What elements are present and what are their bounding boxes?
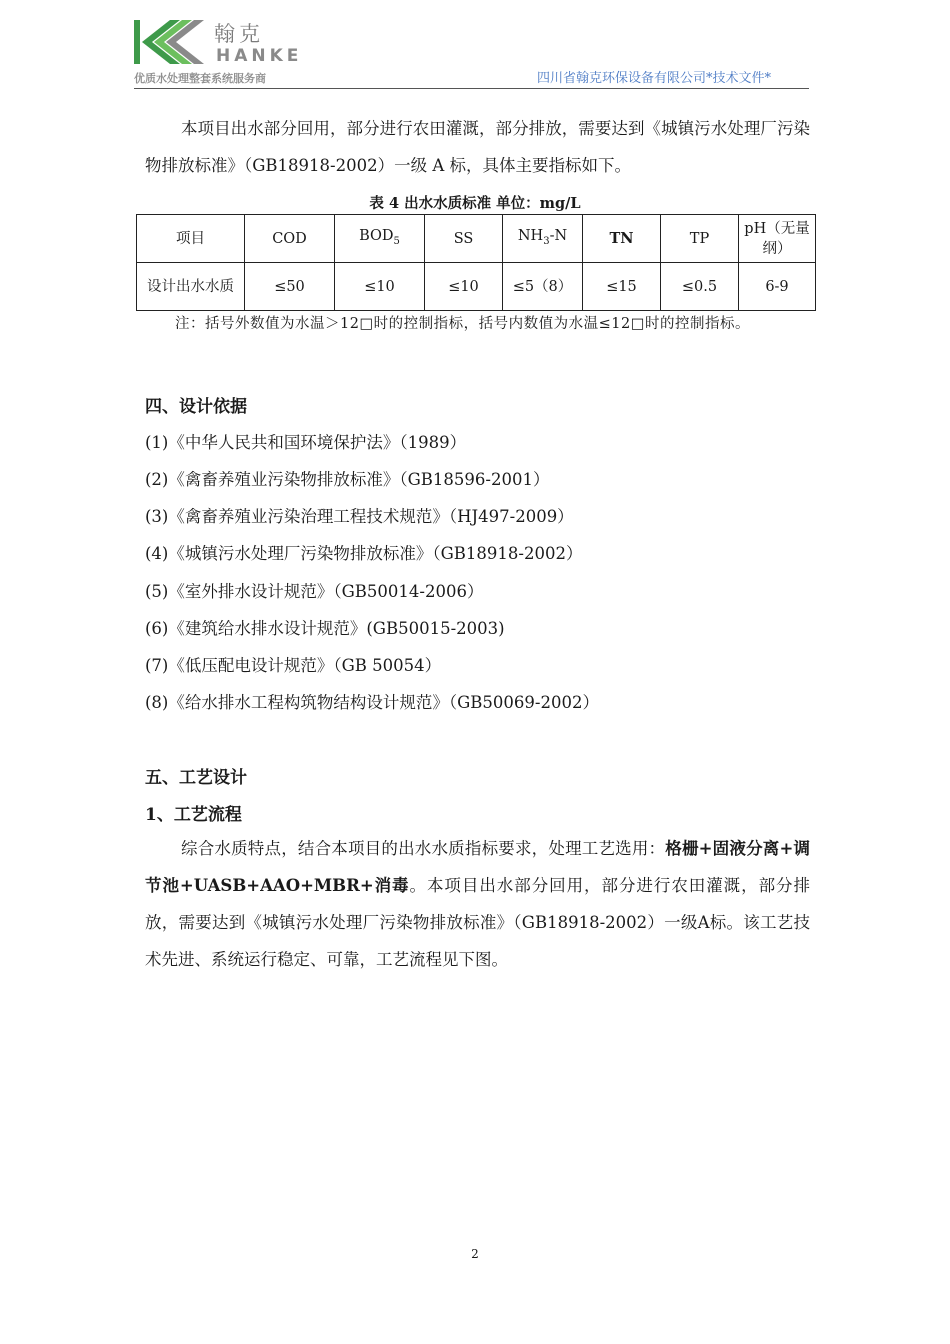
- value-cell: ≤0.5: [661, 263, 739, 311]
- header-cell-bod: $BOD_5$: [335, 215, 425, 263]
- logo-english-name: HANKE: [216, 46, 303, 66]
- header-cell-tn: TN: [583, 215, 661, 263]
- section-heading-design-basis: 四、设计依据: [145, 397, 247, 417]
- reference-item: (2)《禽畜养殖业污染物排放标准》（GB18596-2001）: [145, 470, 550, 489]
- header-divider: [134, 88, 809, 89]
- table-note: 注：括号外数值为水温＞12□时的控制指标，括号内数值为水温≤12□时的控制指标。: [175, 316, 750, 332]
- header-cell-cod: COD: [245, 215, 335, 263]
- process-chain: 格栅+固液分离+调节池+UASB+AAO+MBR+消毒: [145, 839, 811, 895]
- section-heading-process-design: 五、工艺设计: [145, 768, 247, 788]
- hanke-logo-icon: [134, 18, 212, 66]
- page-number: 2: [471, 1247, 479, 1261]
- value-cell: ≤10: [335, 263, 425, 311]
- reference-item: (8)《给水排水工程构筑物结构设计规范》（GB50069-2002）: [145, 693, 599, 712]
- header-cell-ss: SS: [425, 215, 503, 263]
- header-cell-item: 项目: [137, 215, 245, 263]
- row-label-cell: 设计出水水质: [137, 263, 245, 311]
- document-label: 四川省翰克环保设备有限公司*技术文件*: [537, 71, 772, 86]
- value-cell: ≤10: [425, 263, 503, 311]
- water-quality-table: [136, 214, 816, 311]
- reference-item: (6)《建筑给水排水设计规范》(GB50015-2003): [145, 619, 505, 638]
- header-cell-tp: TP: [661, 215, 739, 263]
- process-text-rest: 。本项目出水部分回用，部分进行农田灌溉，部分排放，需要达到《城镇污水处理厂污染物排放标准》（GB18918-2002）一级A标。该工艺技术先进、系统运行稳定、可靠，工艺流程见下图。: [145, 876, 810, 969]
- process-paragraph: [145, 830, 810, 978]
- logo-slogan: 优质水处理整套系统服务商: [134, 72, 266, 85]
- reference-item: (5)《室外排水设计规范》（GB50014-2006）: [145, 582, 484, 601]
- header-cell-nh3n: $NH_3-N$: [503, 215, 583, 263]
- reference-item: (1)《中华人民共和国环境保护法》（1989）: [145, 433, 467, 452]
- subsection-heading-process-flow: 1、工艺流程: [145, 805, 242, 825]
- value-cell: ≤50: [245, 263, 335, 311]
- value-cell: 6-9: [739, 263, 816, 311]
- reference-item: (7)《低压配电设计规范》（GB 50054）: [145, 656, 442, 675]
- value-cell: ≤5（8）: [503, 263, 583, 311]
- logo-chinese-name: 翰克: [214, 22, 264, 46]
- reference-item: (4)《城镇污水处理厂污染物排放标准》（GB18918-2002）: [145, 544, 583, 563]
- table-caption: 表 4 出水水质标准 单位：mg/L: [369, 195, 581, 212]
- value-cell: ≤15: [583, 263, 661, 311]
- table-row: [137, 263, 816, 311]
- table-header-row: [137, 215, 816, 263]
- intro-paragraph: 本项目出水部分回用，部分进行农田灌溉，部分排放，需要达到《城镇污水处理厂污染物排放标准》（GB18918-2002）一级 A 标，具体主要指标如下。: [145, 119, 810, 175]
- process-text-lead: 综合水质特点，结合本项目的出水水质指标要求，处理工艺选用：: [181, 839, 666, 858]
- header-cell-ph: pH（无量纲）: [739, 215, 816, 263]
- company-logo: [134, 18, 314, 88]
- reference-item: (3)《禽畜养殖业污染治理工程技术规范》（HJ497-2009）: [145, 507, 574, 526]
